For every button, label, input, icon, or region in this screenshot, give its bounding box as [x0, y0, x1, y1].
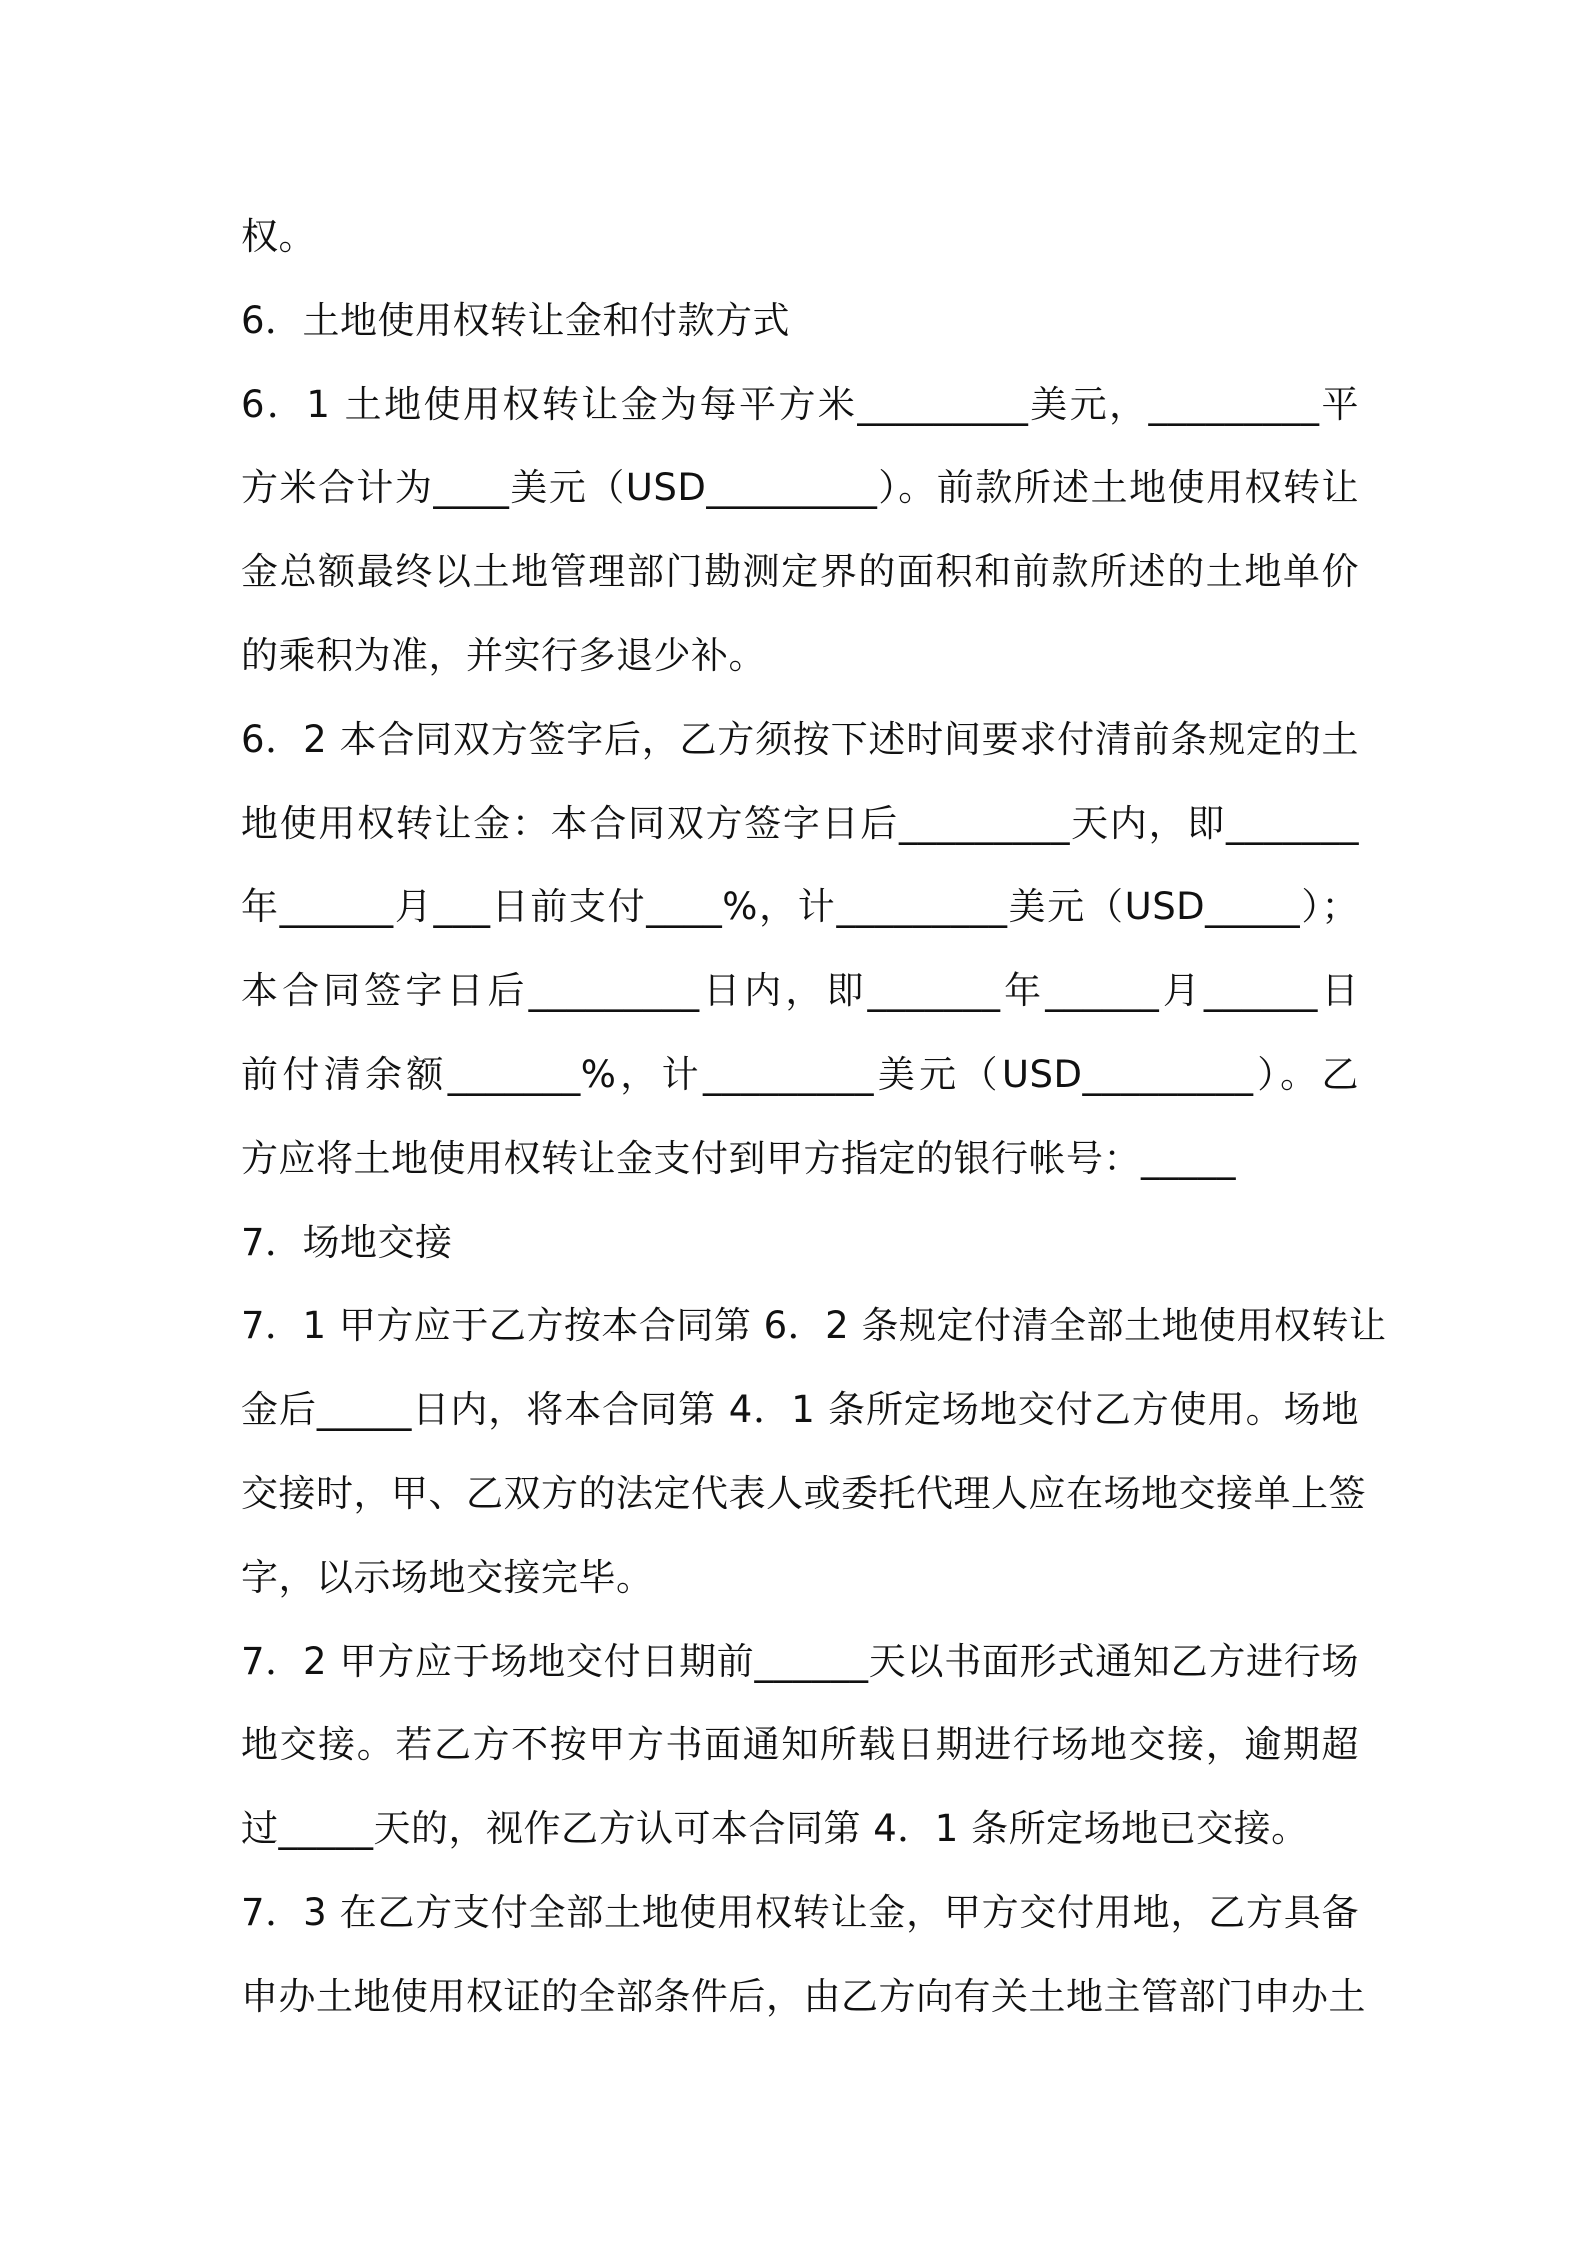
text-line: 过_____天的，视作乙方认可本合同第 4．1 条所定场地已交接。 — [241, 1807, 1309, 1851]
text-line: 字，以示场地交接完毕。 — [241, 1555, 654, 1599]
section-heading: 6．土地使用权转让金和付款方式 — [241, 298, 791, 342]
text-line: 权。 — [241, 215, 316, 258]
text-line: 方米合计为____美元（USD_________）。前款所述土地使用权转让 — [241, 466, 1359, 510]
text-line: 申办土地使用权证的全部条件后，由乙方向有关土地主管部门申办土 — [241, 1974, 1366, 2018]
text-line: 的乘积为准，并实行多退少补。 — [241, 633, 766, 677]
text-line: 7．2 甲方应于场地交付日期前______天以书面形式通知乙方进行场 — [241, 1639, 1359, 1683]
text-line: 7．1 甲方应于乙方按本合同第 6．2 条规定付清全部土地使用权转让 — [241, 1304, 1387, 1348]
text-line: 7．3 在乙方支付全部土地使用权转让金，甲方交付用地，乙方具备 — [241, 1890, 1359, 1934]
text-line: 金后_____日内，将本合同第 4．1 条所定场地交付乙方使用。场地 — [241, 1388, 1359, 1432]
text-line: 年______月___日前支付____%，计_________美元（USD_____）； — [241, 885, 1359, 929]
text-line: 地交接。若乙方不按甲方书面通知所载日期进行场地交接，逾期超 — [241, 1723, 1359, 1767]
text-line: 6．1 土地使用权转让金为每平方米_________美元，_________平 — [241, 382, 1359, 426]
text-line: 地使用权转让金：本合同双方签字日后_________天内，即_______ — [241, 801, 1359, 845]
text-line: 前付清余额_______%，计_________美元（USD_________）。乙 — [241, 1052, 1359, 1096]
text-line: 交接时，甲、乙双方的法定代表人或委托代理人应在场地交接单上签 — [241, 1471, 1366, 1515]
text-line: 6．2 本合同双方签字后，乙方须按下述时间要求付清前条规定的土 — [241, 717, 1359, 761]
text-line: 方应将土地使用权转让金支付到甲方指定的银行帐号：_____ — [241, 1136, 1236, 1180]
text-line: 金总额最终以土地管理部门勘测定界的面积和前款所述的土地单价 — [241, 550, 1359, 594]
contract-body — [241, 195, 1387, 2039]
text-line: 本合同签字日后_________日内，即_______年______月______日 — [241, 969, 1359, 1013]
section-heading: 7．场地交接 — [241, 1220, 453, 1264]
